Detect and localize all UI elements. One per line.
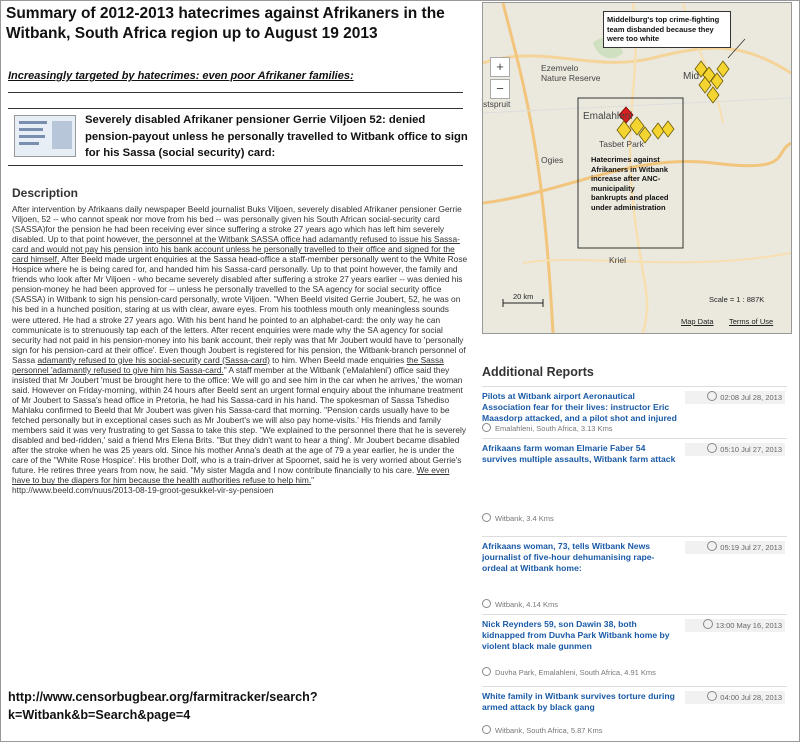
report-time: 05:10 Jul 27, 2013 <box>685 443 785 456</box>
story-headline: Severely disabled Afrikaner pensioner Gerrie Viljoen 52: denied pension-payout unless he personally travelled to Witbank office to sign for his Sassa (social security) card: <box>85 114 468 159</box>
clock-icon <box>707 443 717 453</box>
report-time: 05:19 Jul 27, 2013 <box>685 541 785 554</box>
clock-icon <box>707 691 717 701</box>
report-location: Witbank, 3.4 Kms <box>482 513 554 523</box>
report-title[interactable]: White family in Witbank survives torture during armed attack by black gang <box>482 691 675 713</box>
report-item[interactable] <box>482 438 787 529</box>
map-label-ezemvelo: Ezemvelo Nature Reserve <box>541 63 601 83</box>
newspaper-thumbnail[interactable] <box>14 115 76 157</box>
report-item[interactable] <box>482 686 787 737</box>
report-location: Emalahleni, South Africa, 3.13 Kms <box>482 423 613 433</box>
report-item[interactable] <box>482 536 787 619</box>
map-label-ogies: Ogies <box>541 155 564 165</box>
divider <box>8 108 463 109</box>
source-url[interactable]: http://www.beeld.com/nuus/2013-08-19-groot-gesukkel-vir-sy-pensioen <box>12 485 274 496</box>
footer-link[interactable]: http://www.censorbugbear.org/farmitracker/search?k=Witbank&b=Search&page=4 <box>8 690 318 722</box>
report-time: 04:00 Jul 28, 2013 <box>685 691 785 704</box>
report-title[interactable]: Pilots at Witbank airport Aeronautical Association fear for their lives: instructor Eric Maasdorp attacked, and a pilot shot and injured <box>482 391 677 424</box>
map[interactable] <box>482 2 792 334</box>
description-label: Description <box>12 186 79 200</box>
map-label-mid: Mid <box>683 71 700 82</box>
zoom-out-button[interactable]: − <box>490 79 510 99</box>
map-label-kriel: Kriel <box>609 255 627 265</box>
location-icon <box>482 725 491 734</box>
location-icon <box>482 423 491 432</box>
reports-heading: Additional Reports <box>482 365 594 379</box>
scale-km: 20 km <box>513 292 534 301</box>
location-icon <box>482 667 491 676</box>
map-label-tasbet: Tasbet Park <box>599 139 644 149</box>
map-label-stspruit: stspruit <box>483 99 511 109</box>
clock-icon <box>707 541 717 551</box>
terms-link[interactable]: Terms of Use <box>729 317 774 326</box>
report-title[interactable]: Afrikaans farm woman Elmarie Faber 54 survives multiple assaults, Witbank farm attack <box>482 443 676 465</box>
map-data-link[interactable]: Map Data <box>681 317 714 326</box>
report-title[interactable]: Nick Reynders 59, son Dawin 38, both kidnapped from Duvha Park Witbank home by violent black male gunmen <box>482 619 670 652</box>
report-location: Witbank, 4.14 Kms <box>482 599 558 609</box>
page-subtitle: Increasingly targeted by hatecrimes: even poor Afrikaner families: <box>8 70 354 82</box>
zoom-in-button[interactable]: + <box>490 57 510 77</box>
hatecrimes-callout: Hatecrimes against Afrikaners in Witbank increase after ANC-municipality bankrupts and placed under administration <box>591 155 669 212</box>
report-location: Duvha Park, Emalahleni, South Africa, 4.91 Kms <box>482 667 656 677</box>
description-text: After intervention by Afrikaans daily newspaper Beeld journalist Buks Viljoen, severely disabled Afrikaner pensioner Gerrie Viljoen, 52 -- who cannot speak nor move from his bed -- was personally given his South African social-security card (SASSA)for the pension he had been receiving ever since suffering a stroke 27 years ago which has left him severely disabled. Up to that point however, the personnel at the Witbank SASSA office had adamantly refused to issue his Sassa-card and would not pay his pension into his bank account unless he personally travelled to their office and signed for the card himself. After Beeld made urgent enquiries at the Sassa head-office a staff-member personally went to the White Rose Hospice where he is being cared for, and handed him his Sassa-card personally. Up to that point however, the family and friends who look after Mr Viljoen - who became severely disabled after suffering a stroke 27 years earlier -- was denied his pension-money he had been approved for -- unless he personally travelled to the SA agency for social security office (SASSA) in Witbank to sign his pension-card personally, wrote Viljoen. "When Beeld visited Gerrie Joubert, 52, he was on his bed in a hunched position, staring at us with clear, aware eyes. From his toothless mouth only meaningless sounds were uttered. He had a stroke 27 years ago. With his bent hand he pointed to an alphabet-card: the only way he can communicate is to strenuously tap each of the letters. After recent enquiries were made why the SA agency for social security had not paid in his pension-money into his bank account, their reply was that Mr Joubert would have to 'personally sign for his pension-card at their office'. Even though Joubert is registered for his pension, the Witbank-branch personnel of Sassa adamantly refused to give his social-security card (Sassa-card) to him. When Beeld made enquiries the Sassa personnel 'adamantly refused to give him his Sassa-card." A staff member at the Witbank ('eMalahleni') office said they insisted that Mr Joubert 'must be brought here to the office: We will go and see him in the car when he arrives,' the woman said. However on Friday-morning, within 24 hours after Beeld sent an urgent formal enquiry about the inhumane treatment of Mr Joubert to Sassa's head office in Pretoria, he had his Sassa-card in his hand. The spokesman of Sassa Tshediso Mahlaku confirmed to Beeld that Mr Joubert was given his Sassa-card that morning. "Pension cards usually have to be fetched personally but in exceptional cases such as Mr Joubert's we will also pay home-visits.' His friends and family members said it was very frustrating to get Sassa to take this step. "We explained to the personnel there that he is severely disabled and bed-ridden,' said a friend Mrs Elena Brits. "But they didn't want to hear a thing'. Mr Joubert became disabled after the stroke when he was 25 years old. Since his mother Anna's death at the age of 79 a year earlier, he is under the care of the "White Rose Hospice'. His brother Dolf, who is a train-driver at Spoornet, said he is very worried about Gerrie's future. He retires three years from now, he said. "My sister Magda and I now contribute financially to his care. We even have to buy the diapers for him because the health authorities refuse to help him." http://www.beeld.com/nuus/2013-08-19-groot-gesukkel-vir-sy-pensioen <box>12 204 468 496</box>
clock-icon <box>703 619 713 629</box>
page-title: Summary of 2012-2013 hatecrimes against Afrikaners in the Witbank, South Africa region up to August 19 2013 <box>6 5 445 42</box>
clock-icon <box>707 391 717 401</box>
location-icon <box>482 599 491 608</box>
report-time: 13:00 May 16, 2013 <box>685 619 785 632</box>
report-title[interactable]: Afrikaans woman, 73, tells Witbank News journalist of five-hour dehumanising rape-ordeal at Witbank home: <box>482 541 655 574</box>
location-icon <box>482 513 491 522</box>
divider <box>8 165 463 166</box>
report-item[interactable] <box>482 614 787 683</box>
divider <box>8 92 463 93</box>
report-item[interactable] <box>482 386 787 433</box>
report-time: 02:08 Jul 28, 2013 <box>685 391 785 404</box>
report-location: Witbank, South Africa, 5.87 Kms <box>482 725 603 735</box>
scale-text: Scale = 1 : 887K <box>709 295 765 304</box>
middelburg-callout: Middelburg's top crime-fighting team disbanded because they were too white <box>603 11 731 48</box>
map-label-emalahleni: Emalahleni <box>583 111 633 122</box>
